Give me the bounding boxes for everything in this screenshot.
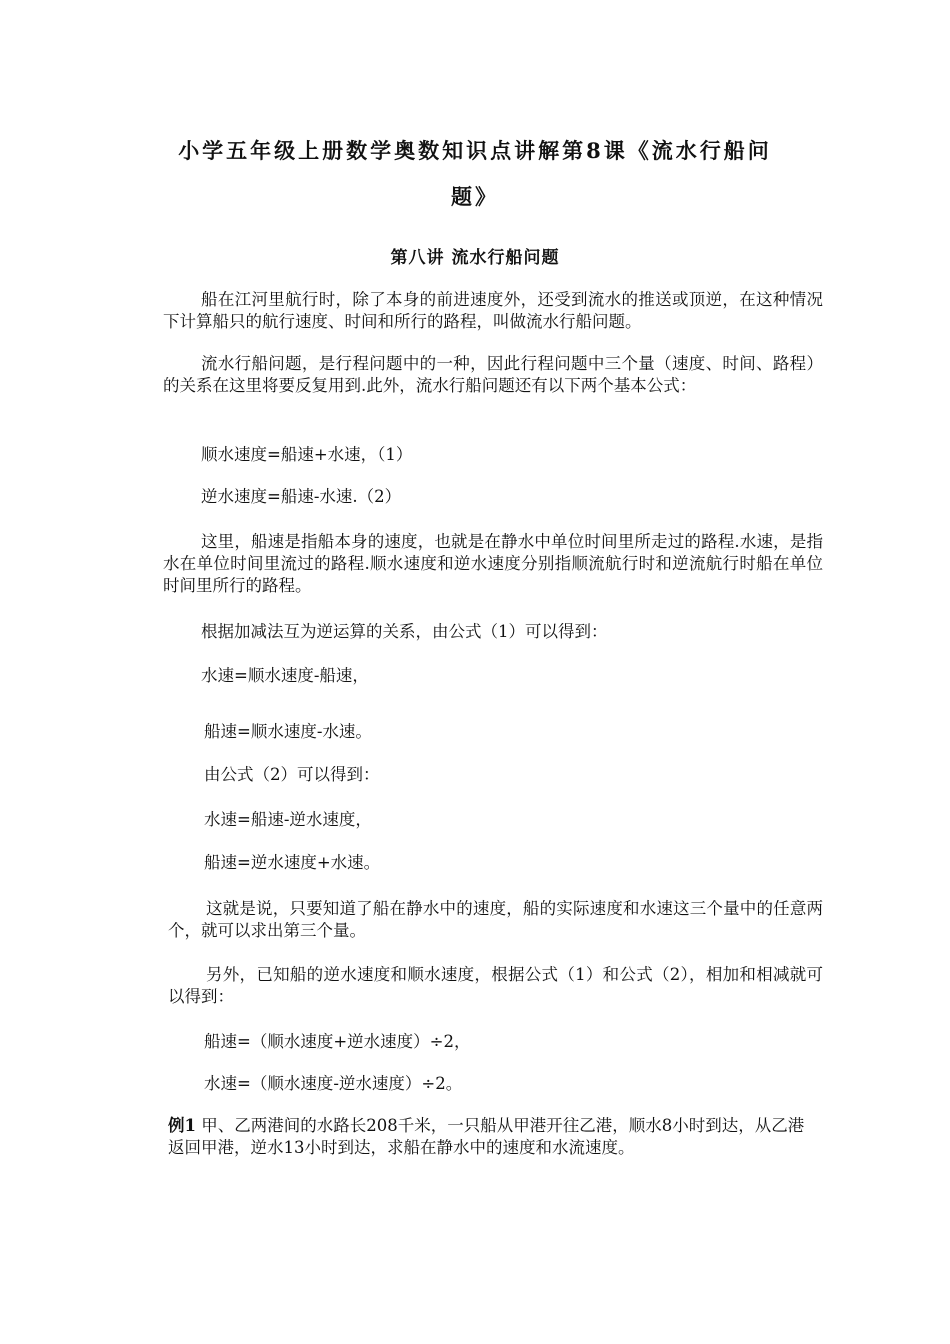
derive-intro-1: 根据加减法互为逆运算的关系，由公式（1）可以得到： (201, 622, 608, 641)
paragraph-summary: 这就是说，只要知道了船在静水中的速度，船的实际速度和水速这三个量中的任意两个，就可以求出第三个量。 (168, 899, 823, 940)
example-text: 甲、乙两港间的水路长208千米，一只船从甲港开往乙港，顺水8小时到达，从乙港返回甲港，逆水13小时到达，求船在静水中的速度和水流速度。 (168, 1116, 805, 1157)
paragraph-formulas-intro: 流水行船问题，是行程问题中的一种，因此行程问题中三个量（速度、时间、路程）的关系在这里将要反复用到.此外，流水行船问题还有以下两个基本公式： (163, 354, 823, 395)
example-label: 例1 (168, 1116, 196, 1135)
formula-upstream: 逆水速度=船速-水速.（2） (201, 487, 402, 506)
derived-formula-water-speed-2: 水速=船速-逆水速度， (204, 810, 372, 829)
formula-water-speed-half-diff: 水速=（顺水速度-逆水速度）÷2。 (204, 1074, 463, 1093)
derive-intro-2: 由公式（2）可以得到： (204, 765, 380, 784)
derived-formula-water-speed-1: 水速=顺水速度-船速， (201, 666, 369, 685)
formula-downstream: 顺水速度=船速+水速，（1） (201, 445, 413, 464)
paragraph-definitions: 这里，船速是指船本身的速度，也就是在静水中单位时间里所走过的路程.水速，是指水在单位时间里流过的路程.顺水速度和逆水速度分别指顺流航行时和逆流航行时船在单位时间里所行的路程。 (163, 532, 823, 595)
derived-formula-boat-speed-2: 船速=逆水速度+水速。 (204, 853, 381, 872)
paragraph-intro: 船在江河里航行时，除了本身的前进速度外，还受到流水的推送或顶逆，在这种情况下计算船只的航行速度、时间和所行的路程，叫做流水行船问题。 (163, 290, 823, 331)
document-title-line-2: 题》 (451, 184, 499, 209)
paragraph-sum-diff: 另外，已知船的逆水速度和顺水速度，根据公式（1）和公式（2），相加和相减就可以得到： (168, 965, 823, 1006)
derived-formula-boat-speed-1: 船速=顺水速度-水速。 (204, 722, 372, 741)
example-1 (168, 1115, 818, 1159)
document-title-line-1: 小学五年级上册数学奥数知识点讲解第8课《流水行船问 (178, 138, 772, 163)
lecture-title: 第八讲 流水行船问题 (390, 248, 560, 268)
formula-boat-speed-average: 船速=（顺水速度+逆水速度）÷2， (204, 1032, 471, 1051)
